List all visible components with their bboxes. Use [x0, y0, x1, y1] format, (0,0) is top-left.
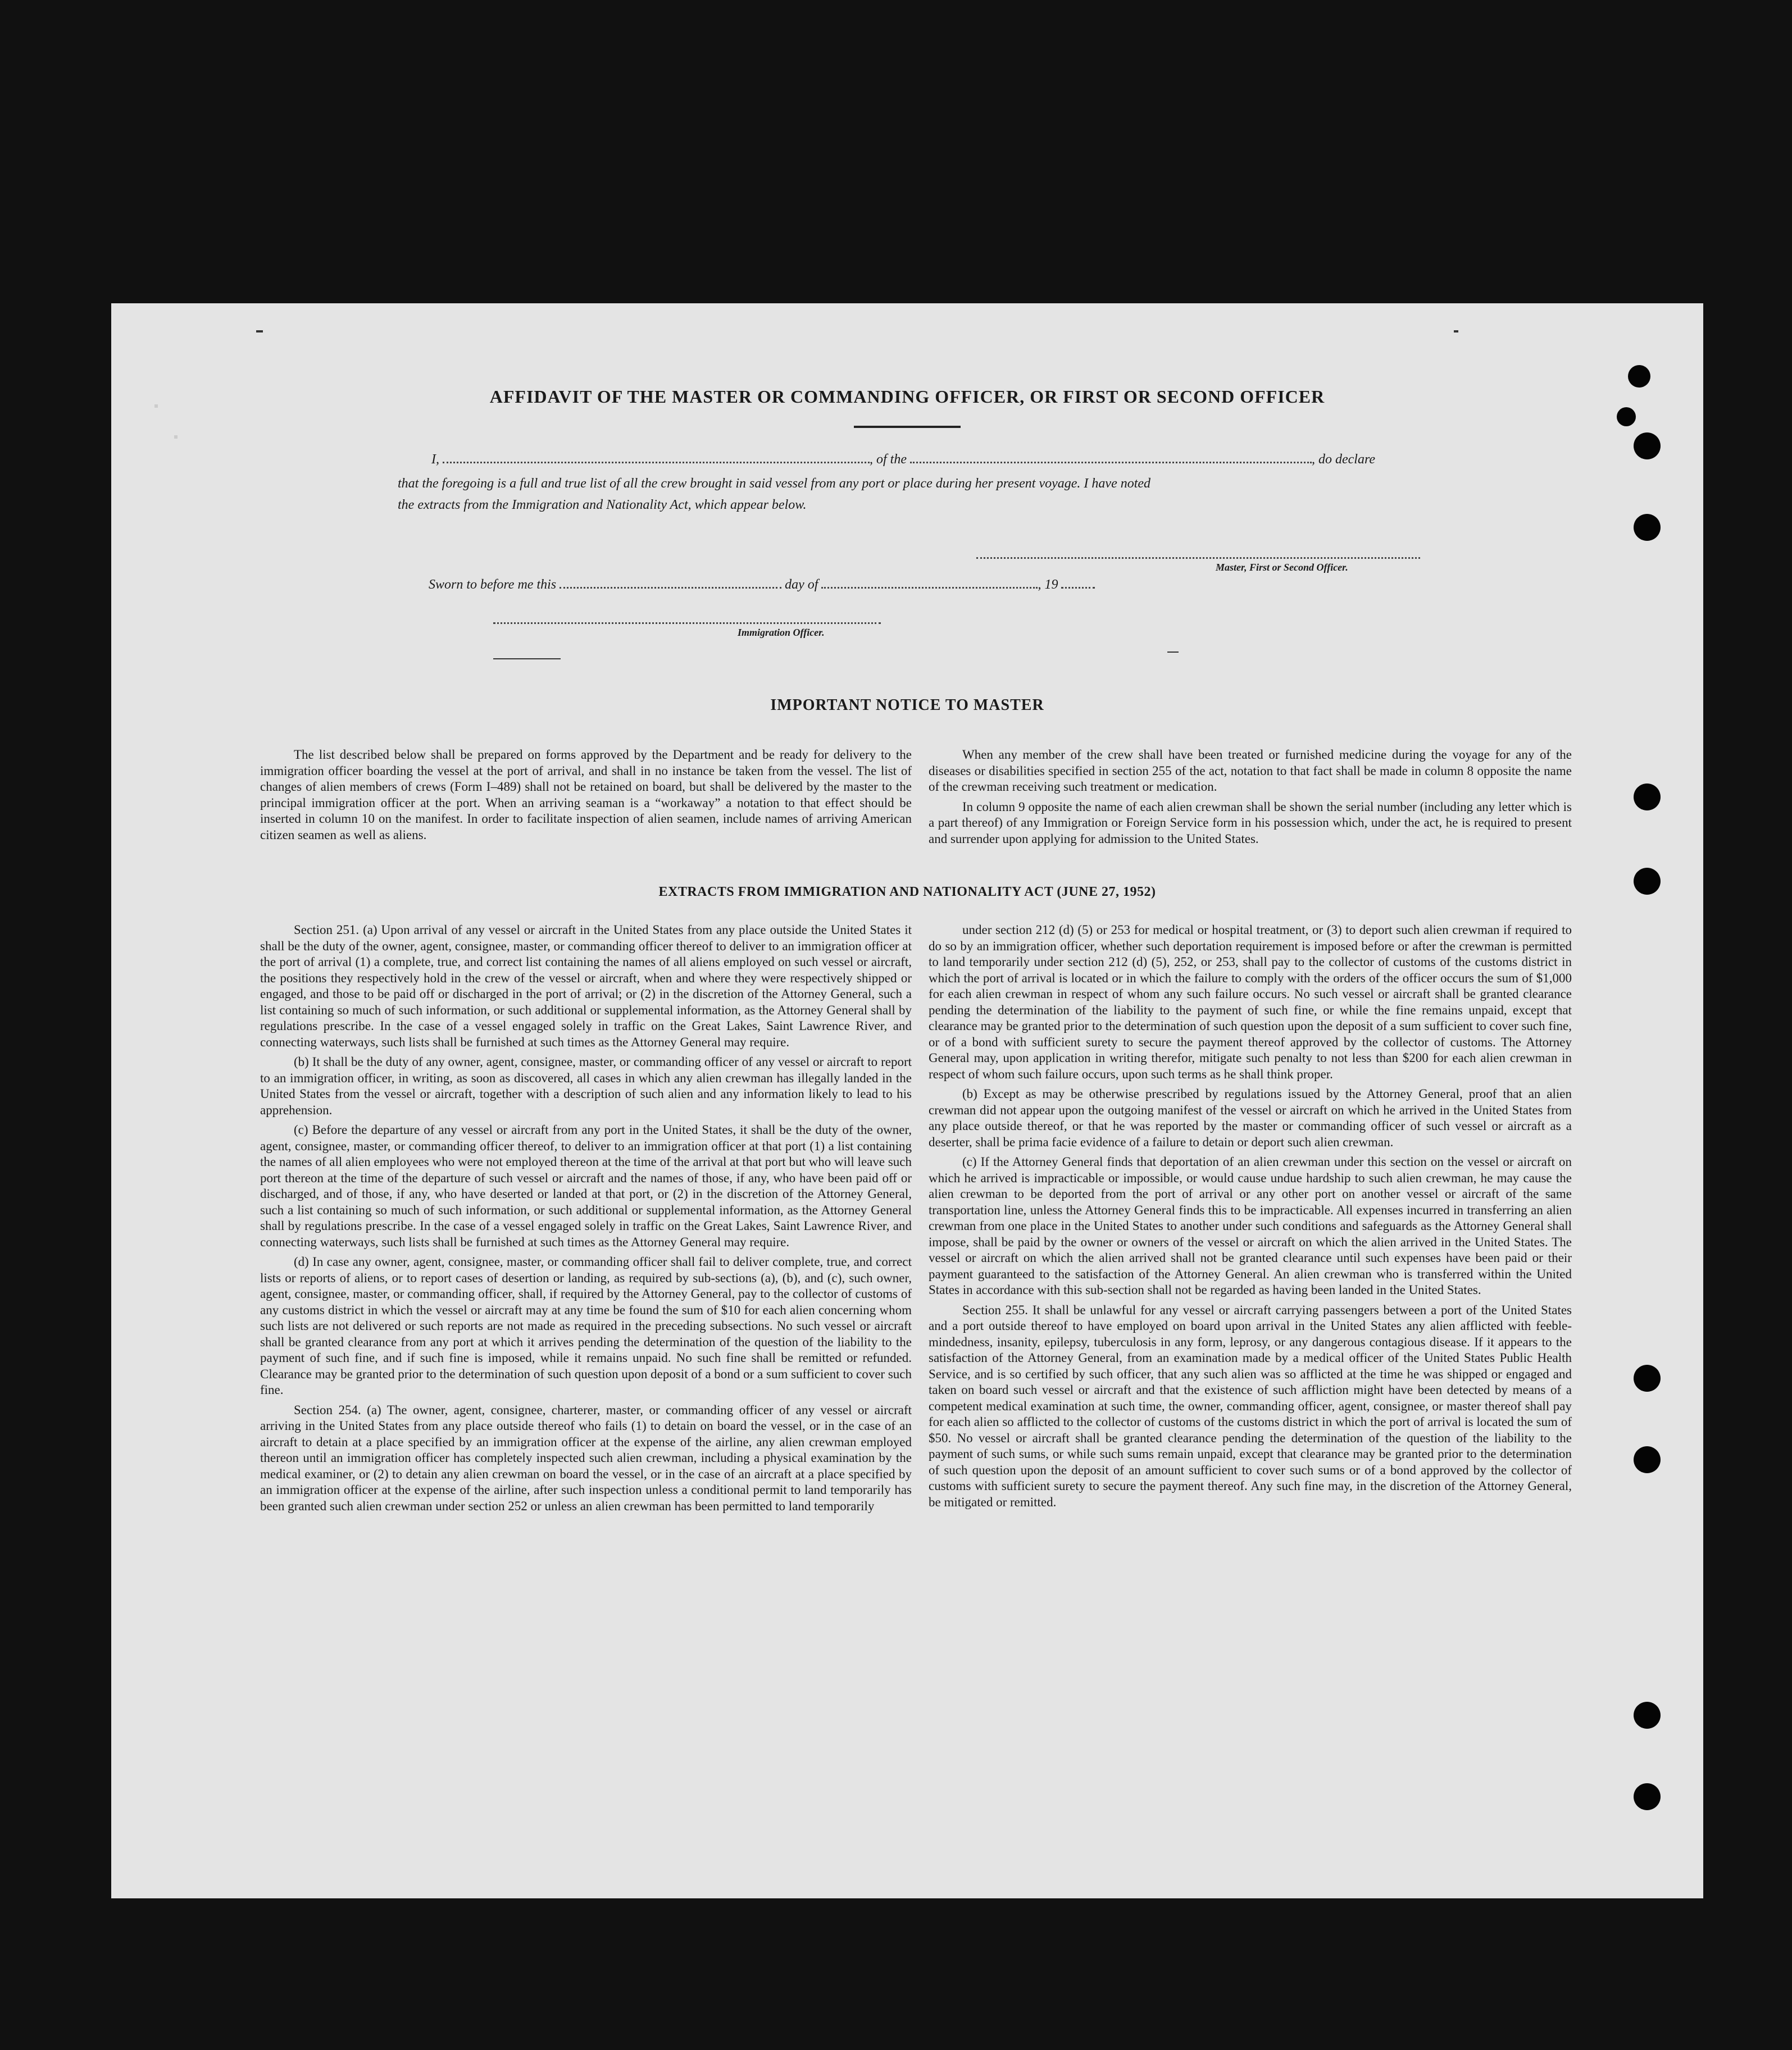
sworn-line [429, 577, 1095, 593]
officer-caption: Immigration Officer. [738, 627, 825, 638]
notice-paragraph: The list described below shall be prepared on forms approved by the Department and be ready for delivery to the immigration officer boarding the vessel at the port of arrival, and shall in no instance be taken from the vessel. The list of changes of alien members of crews (Form I–489) shall not be retained on board, but shall be delivered by the master to the principal immigration officer at the port. When an arriving seaman is a “workaway” a notation to that effect should be inserted in column 10 on the manifest. In order to facilitate inspection of alien seamen, include names of arriving American citizen seamen as well as aliens. [260, 748, 912, 842]
notice-title: IMPORTANT NOTICE TO MASTER [770, 696, 1044, 714]
stray-mark [1454, 330, 1458, 332]
declaration-text-2: the extracts from the Immigration and Nationality Act, which appear below. [398, 498, 807, 512]
officer-signature-line[interactable] [493, 622, 881, 624]
year-label: , 19 [1038, 577, 1058, 592]
stray-mark [174, 435, 178, 439]
binder-hole [1628, 365, 1650, 388]
extracts-left-column [260, 922, 912, 1518]
section-paragraph: (d) In case any owner, agent, consignee, master, or commanding officer shall fail to deliver complete, true, and correct lists or reports of aliens, or to report cases of desertion or landing, as required by sub-sections (a), (b), and (c), such owner, agent, consignee, master, or commanding officer, shall, if required by the Attorney General, pay to the collector of customs of any customs district in which the vessel or aircraft may at any time be found the sum of $10 for each alien concerning whom such lists are not delivered or such reports are not made as required in the preceding subsections. No such vessel or aircraft shall be granted clearance from any port at which it arrives pending the determination of the question of the liability to the payment of such fine, and if such fine is imposed, while it remains unpaid. No such fine shall be remitted or refunded. Clearance may be granted prior to the determination of such question upon deposit of a bond or a sum sufficient to cover such fine. [260, 1255, 912, 1397]
notice-paragraph: When any member of the crew shall have been treated or furnished medicine during the voyage for any of the diseases or disabilities specified in section 255 of the act, notation to that fact shall be made in column 8 opposite the name of the crewman receiving such treatment or medication. [929, 748, 1572, 794]
binder-hole [1634, 1702, 1661, 1729]
binder-hole [1634, 514, 1661, 541]
title-underline [854, 426, 961, 428]
extracts-title: EXTRACTS FROM IMMIGRATION AND NATIONALITY ACT (JUNE 27, 1952) [658, 885, 1156, 899]
declaration-line [431, 452, 1375, 467]
day-of-label: day of [785, 577, 818, 592]
section-paragraph: (c) If the Attorney General finds that deportation of an alien crewman under this section on the vessel or aircraft on which he arrived is impracticable or impossible, or would cause undue hardship to such alien crewman, he may cause the alien crewman to be deported from the port of arrival or any other port on another vessel or aircraft of the same transportation line, unless the Attorney General finds this to be impracticable. All expenses incurred in transferring an alien crewman from one place in the United States to another under such conditions and safeguards as the Attorney General shall impose, shall be paid by the owner or owners of the vessel or aircraft on which the alien arrived in the United States. The vessel or aircraft on which the alien arrived shall not be granted clearance until such expenses have been paid or their payment guaranteed to the satisfaction of the Attorney General. An alien crewman who is transferred within the United States in accordance with this sub-section shall not be regarded as having been landed in the United States. [929, 1155, 1572, 1297]
sworn-month-field[interactable] [821, 581, 1038, 589]
section-paragraph: Section 254. (a) The owner, agent, consignee, charterer, master, or commanding officer of any vessel or aircraft arriving in the United States from any place outside thereof who fails (1) to detain on board the vessel, or in the case of an aircraft to detain at a place specified by an immigration officer at the expense of the airline, any alien crewman employed thereon until an immigration officer has completely inspected such alien crewman, including a physical examination by the medical examiner, or (2) to detain any alien crewman on board the vessel, or in the case of an aircraft at a place specified by an immigration officer at the expense of the airline, after such inspection unless a conditional permit to land temporarily has been granted such alien crewman under section 252 or unless an alien crewman has been permitted to land temporarily [260, 1402, 912, 1513]
stray-mark [493, 658, 561, 659]
sworn-label: Sworn to before me this [429, 577, 557, 592]
binder-hole [1634, 432, 1661, 459]
binder-hole [1634, 1446, 1661, 1473]
sworn-year-field[interactable] [1061, 581, 1095, 589]
vessel-field[interactable] [910, 456, 1312, 463]
binder-hole [1634, 1365, 1661, 1392]
section-paragraph: Section 255. It shall be unlawful for any vessel or aircraft carrying passengers between a port of the United States and a port outside thereof to have employed on board upon arrival in the United States any alien afflicted with feeble-mindedness, insanity, epilepsy, tuberculosis in any form, leprosy, or any dangerous contagious disease. If it appears to the satisfaction of the Attorney General, from an examination made by a medical officer of the United States Public Health Service, and is so certified by such officer, that any such alien was so afflicted at the time he was shipped or engaged and taken on board such vessel or aircraft and that the existence of such affliction might have been detected by means of a competent medical examination at such time, the owner, commanding officer, agent, consignee, or master thereof shall pay for each alien so afflicted to the collector of customs of the customs district in which the port of arrival is located the sum of $50. No vessel or aircraft shall be granted clearance pending the determination of the question of the liability to the payment of such sums, or while such sums remain unpaid, except that clearance may be granted prior to the determination of such question upon the deposit of an amount sufficient to cover such sums or of a bond approved by the collector of customs with sufficient surety to secure the payment thereof. Any such fine may, in the discretion of the Attorney General, be mitigated or remitted. [929, 1302, 1572, 1509]
binder-hole [1634, 868, 1661, 895]
master-caption: Master, First or Second Officer. [1216, 562, 1348, 573]
binder-hole [1617, 407, 1636, 426]
notice-right-column [929, 747, 1572, 851]
affidavit-title: AFFIDAVIT OF THE MASTER OR COMMANDING OFFICER, OR FIRST OR SECOND OFFICER [489, 386, 1325, 407]
section-paragraph: (b) Except as may be otherwise prescribed by regulations issued by the Attorney General, proof that an alien crewman did not appear upon the outgoing manifest of the vessel or aircraft on which he arrived in the United States from any place outside thereof, or that he was reported by the master or commanding officer of such vessel or aircraft as a deserter, shall be prima facie evidence of a failure to detain or deport such alien crewman. [929, 1087, 1572, 1149]
extracts-right-column [929, 922, 1572, 1514]
document-page [111, 303, 1703, 1898]
stray-mark [256, 330, 263, 332]
notice-left-column [260, 747, 912, 847]
section-paragraph: under section 212 (d) (5) or 253 for medical or hospital treatment, or (3) to deport such alien crewman if required to do so by an immigration officer, whether such deportation requirement is imposed before or after the crewman is permitted to land temporarily under section 212 (d) (5), 252, or 253, shall pay to the collector of customs of the customs district in which the port of arrival is located or in which the failure to comply with the orders of the officer occurs the sum of $1,000 for each alien crewman in respect of whom any such failure occurs. No such vessel or aircraft shall be granted clearance pending the determination of the liability to the payment of such fine, or while the fine remains unpaid, except that clearance may be granted prior to the determination of such question upon the deposit of a sum sufficient to cover such fine, or of a bond with sufficient surety to secure the payment thereof approved by the collector of customs. The Attorney General may, upon application in writing therefor, mitigate such penalty to not less than $200 for each alien crewman in respect of whom such failure occurs, upon such terms as he shall think proper. [929, 923, 1572, 1081]
do-declare-label: , do declare [1312, 452, 1376, 467]
master-signature-line[interactable] [976, 557, 1420, 559]
section-paragraph: Section 251. (a) Upon arrival of any vessel or aircraft in the United States from any place outside the United States it shall be the duty of the owner, agent, consignee, master, or commanding officer thereof to deliver to an immigration officer at the port of arrival (1) a complete, true, and correct list containing the names of all aliens employed on such vessel or aircraft, the positions they respectively hold in the crew of the vessel or aircraft, when and where they were respectively shipped or engaged, and those to be paid off or discharged in the port of arrival; or (2) in the discretion of the Attorney General, such a list containing so much of such information, or such additional or supplemental information, as the Attorney General shall by regulations prescribe. In the case of a vessel engaged solely in traffic on the Great Lakes, Saint Lawrence River, and connecting waterways, such lists shall be furnished at such times as the Attorney General may require. [260, 923, 912, 1049]
sworn-day-field[interactable] [560, 581, 781, 589]
stray-mark [1167, 652, 1179, 653]
declaration-text-1: that the foregoing is a full and true list of all the crew brought in said vessel from any port or place during her present voyage. I have noted [398, 476, 1151, 491]
stray-mark [154, 404, 158, 408]
binder-hole [1634, 783, 1661, 810]
name-field[interactable] [443, 456, 870, 463]
i-label: I, [431, 452, 439, 467]
of-the-label: , of the [870, 452, 907, 467]
section-paragraph: (c) Before the departure of any vessel or aircraft from any port in the United States, it shall be the duty of the owner, agent, consignee, master, or commanding officer thereof, to deliver to an immigration officer at that port (1) a list containing the names of all alien employees who were not employed thereon at the time of the arrival at that port but who will leave such port thereon at the time of the departure of such vessel or aircraft and the names of those, if any, who have been paid off or discharged, and of those, if any, who have deserted or landed at that port, or (2) in the discretion of the Attorney General, such a list containing so much of such information, or such additional or supplemental information, as the Attorney General shall by regulations prescribe. In the case of a vessel engaged solely in traffic on the Great Lakes, Saint Lawrence River, and connecting waterways, such lists shall be furnished at such times as the Attorney General may require. [260, 1123, 912, 1249]
binder-hole [1634, 1783, 1661, 1810]
section-paragraph: (b) It shall be the duty of any owner, agent, consignee, master, or commanding officer of any vessel or aircraft to report to an immigration officer, in writing, as soon as discovered, all cases in which any alien crewman has illegally landed in the United States from the vessel or aircraft, together with a description of such alien and any information likely to lead to his apprehension. [260, 1055, 912, 1117]
notice-paragraph: In column 9 opposite the name of each alien crewman shall be shown the serial number (including any letter which is a part thereof) of any Immigration or Foreign Service form in his possession which, under the act, he is required to present and surrender upon applying for admission to the United States. [929, 799, 1572, 846]
